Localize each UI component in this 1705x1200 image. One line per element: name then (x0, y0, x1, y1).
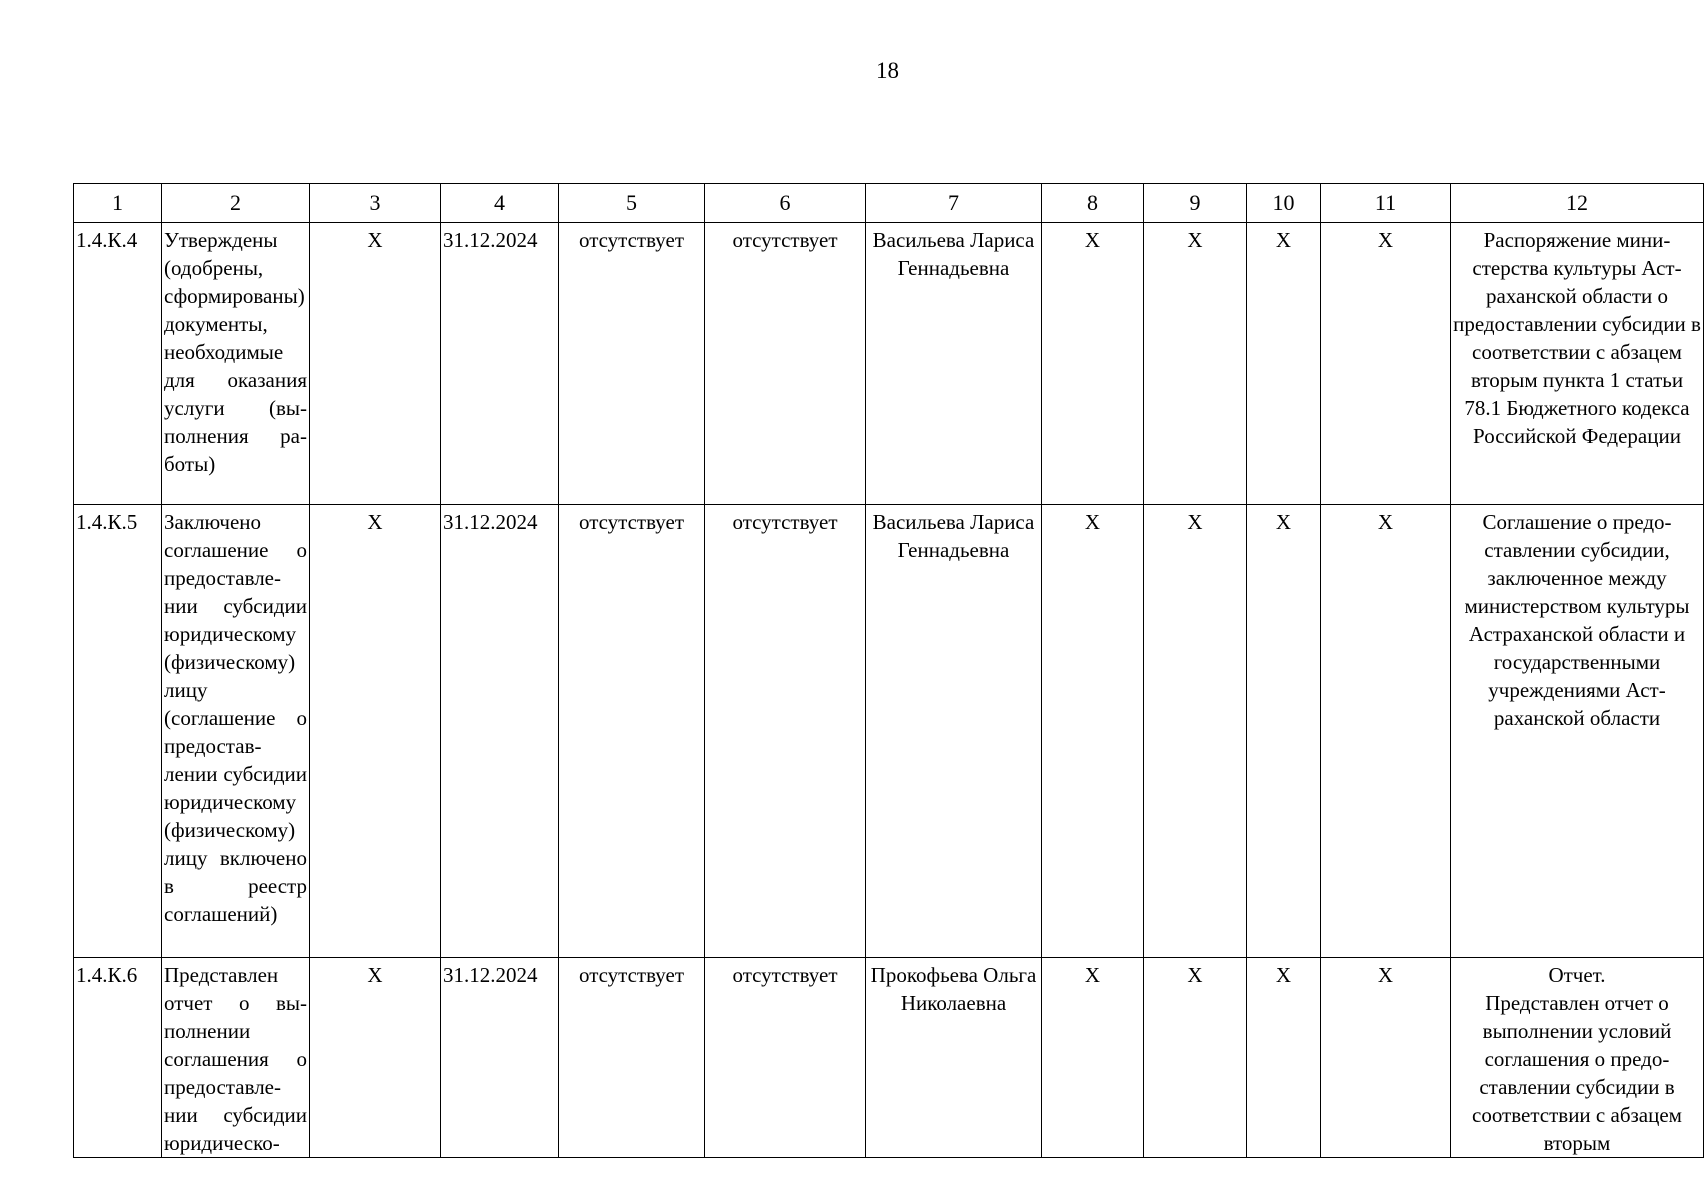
basis-document (1451, 958, 1704, 1158)
cell-text: 31.12.2024 (443, 963, 538, 987)
cell-text: X (1275, 510, 1292, 534)
column-8-cell (1042, 223, 1144, 505)
column-header: 3 (310, 184, 441, 223)
control-point-description (162, 958, 310, 1158)
cell-text: отсутствует (732, 510, 838, 534)
cell-text: X (1084, 963, 1101, 987)
column-header: 1 (74, 184, 162, 223)
column-10-cell (1247, 505, 1321, 958)
page-number: 18 (876, 58, 899, 83)
cell-text: X (367, 963, 383, 987)
cell-text: отсутствует (578, 510, 685, 534)
cell-text: Прокофьева Ольга Николаевна (870, 963, 1037, 1015)
basis-document (1451, 223, 1704, 505)
cell-text: Васильева Лариса Геннадьевна (872, 510, 1035, 562)
column-6-cell (705, 505, 866, 958)
column-3-cell (310, 958, 441, 1158)
responsible-person (866, 223, 1042, 505)
column-header: 6 (705, 184, 866, 223)
plan-table (73, 183, 1704, 1158)
column-5-cell (559, 223, 705, 505)
column-header: 11 (1321, 184, 1451, 223)
cell-text: X (1377, 510, 1394, 534)
cell-text: 31.12.2024 (443, 228, 538, 252)
control-point-code (74, 505, 162, 958)
column-header: 7 (866, 184, 1042, 223)
control-point-code (74, 223, 162, 505)
column-header: 8 (1042, 184, 1144, 223)
cell-text: X (1187, 963, 1203, 987)
cell-text: Соглашение о предоставлении субсидии, заключенное между министерством культуры Астраханской области и государственными учреждениями Астраханской области (1464, 510, 1690, 730)
responsible-person (866, 958, 1042, 1158)
column-8-cell (1042, 958, 1144, 1158)
cell-text: X (1275, 963, 1292, 987)
cell-text: X (1275, 228, 1292, 252)
column-5-cell (559, 505, 705, 958)
cell-text: Утверждены (одобрены, сформированы) документы, необходимые для оказания услуги (выполнения работы) (164, 228, 307, 476)
column-10-cell (1247, 958, 1321, 1158)
cell-text: X (367, 228, 383, 252)
control-point-code (74, 958, 162, 1158)
deadline-date (441, 958, 559, 1158)
cell-text: отсутствует (732, 963, 838, 987)
table-row (74, 223, 1704, 505)
column-3-cell (310, 505, 441, 958)
control-point-description (162, 505, 310, 958)
column-6-cell (705, 223, 866, 505)
column-6-cell (705, 958, 866, 1158)
basis-document (1451, 505, 1704, 958)
cell-text: отсутствует (578, 963, 685, 987)
cell-text: X (1084, 228, 1101, 252)
cell-text: Представлен отчет о выполнении соглашения о предоставлении субсидии юридическо- (164, 963, 307, 1155)
column-3-cell (310, 223, 441, 505)
column-5-cell (559, 958, 705, 1158)
cell-text: Распоряжение министерства культуры Астраханской области о предоставлении субсидии в соответствии с абзацем вторым пункта 1 статьи 78.1 Бюджетного кодекса Российской Федерации (1453, 228, 1701, 448)
cell-text: X (1187, 510, 1203, 534)
column-header: 12 (1451, 184, 1704, 223)
deadline-date (441, 505, 559, 958)
column-8-cell (1042, 505, 1144, 958)
column-header: 4 (441, 184, 559, 223)
cell-text: X (1187, 228, 1203, 252)
cell-text: X (1377, 963, 1394, 987)
cell-text: X (367, 510, 383, 534)
responsible-person (866, 505, 1042, 958)
column-11-cell (1321, 958, 1451, 1158)
column-header: 10 (1247, 184, 1321, 223)
cell-text: Васильева Лариса Геннадьевна (872, 228, 1035, 280)
table-row (74, 505, 1704, 958)
cell-text: 31.12.2024 (443, 510, 538, 534)
cell-text: Заключено соглашение о предоставлении субсидии юридическому (физическому) лицу (соглашение о предоставлении субсидии юридическому (физическому) лицу включено в реестр соглашений) (164, 510, 307, 926)
table-row (74, 958, 1704, 1158)
cell-text: отсутствует (732, 228, 838, 252)
cell-text: X (1084, 510, 1101, 534)
table-header-row (74, 184, 1704, 223)
cell-text: Отчет. Представлен отчет о выполнении условий соглашения о предоставлении субсидии в соответствии с абзацем вторым (1472, 963, 1682, 1155)
deadline-date (441, 223, 559, 505)
control-point-description (162, 223, 310, 505)
cell-text: отсутствует (578, 228, 685, 252)
column-9-cell (1144, 223, 1247, 505)
column-10-cell (1247, 223, 1321, 505)
cell-text: 1.4.К.4 (76, 228, 138, 252)
column-header: 9 (1144, 184, 1247, 223)
cell-text: X (1377, 228, 1394, 252)
cell-text: 1.4.К.5 (76, 510, 138, 534)
column-11-cell (1321, 223, 1451, 505)
column-9-cell (1144, 958, 1247, 1158)
column-11-cell (1321, 505, 1451, 958)
column-header: 2 (162, 184, 310, 223)
cell-text: 1.4.К.6 (76, 963, 138, 987)
column-9-cell (1144, 505, 1247, 958)
column-header: 5 (559, 184, 705, 223)
